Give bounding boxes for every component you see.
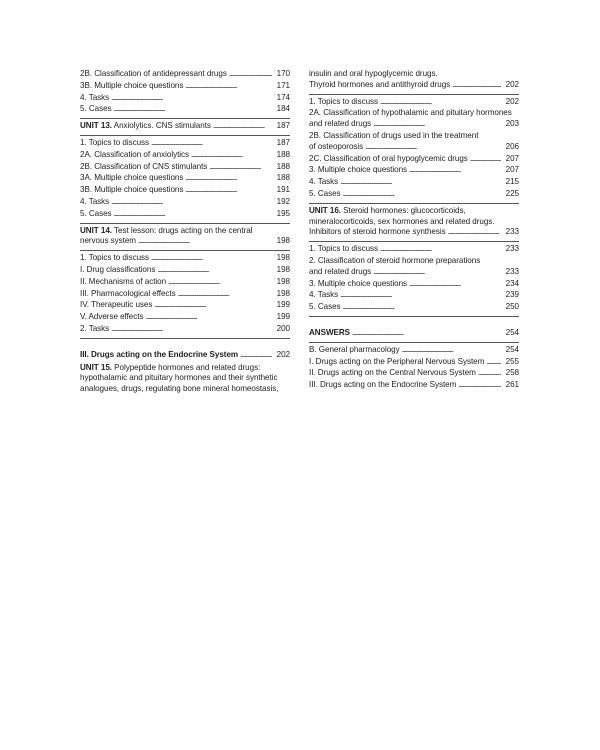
entry-title: V. Adverse effects [80,312,144,322]
toc-entry [309,165,519,177]
page-number: 202 [505,96,519,106]
toc-entry [309,279,519,291]
toc-group [80,69,290,116]
unit-label: UNIT 13. [80,121,112,131]
leader-dots [178,289,272,301]
entry-title: 1. Topics to discuss [309,96,379,106]
page-number: 206 [505,141,519,151]
toc-entry [80,69,290,81]
toc-entry [80,253,290,265]
entry-title: 3A. Multiple choice questions [80,173,184,183]
page-number: 199 [276,300,290,310]
leader-dots [111,197,272,209]
leader-dots [240,350,272,362]
toc-entry [80,324,290,336]
entry-title: II. Mechanisms of action [80,276,167,286]
entry-title: I. Drug classifications [80,264,156,274]
unit-title: Steroid hormones: glucocorticoids, [340,205,466,215]
leader-dots [448,227,501,239]
entry-title: I. Drugs acting on the Peripheral Nervous System [309,356,485,366]
entry-title: 3B. Multiple choice questions [80,185,184,195]
page-number: 198 [276,253,290,263]
unit-title: Polypeptide hormones and related drugs: [111,362,261,372]
entry-title: IV. Therapeutic uses [80,300,153,310]
leader-dots [486,357,501,369]
leader-dots [229,69,272,81]
page-number: 199 [276,312,290,322]
leader-dots [138,236,272,248]
unit-13-heading [80,121,290,133]
toc-entry [309,244,519,256]
toc-entry [309,97,519,109]
page-number: 234 [505,278,519,288]
unit-label: UNIT 15. [80,362,112,372]
unit-16-heading-line3 [309,227,519,239]
leader-dots [145,312,272,324]
toc-entry [80,265,290,277]
unit-14-heading-line1 [80,226,290,237]
page-number: 202 [276,349,290,359]
entry-title: 2C. Classification of oral hypoglycemic drugs [309,153,468,163]
page-number: 198 [276,264,290,274]
page-number: 184 [276,104,290,114]
page-number: 239 [505,290,519,300]
toc-entry [80,277,290,289]
leader-dots [209,162,272,174]
leader-dots [343,189,501,201]
unit-15-heading-line1 [80,363,290,374]
entry-title: 4. Tasks [309,177,339,187]
toc-entry [309,345,519,357]
toc-entry-wrap: 2A. Classification of hypothalamic and pituitary hormones [309,108,512,118]
toc-entry [80,197,290,209]
entry-title: 1. Topics to discuss [309,244,379,254]
divider [80,135,290,136]
leader-dots [191,150,272,162]
page-number: 203 [505,119,519,129]
toc-entry [80,138,290,150]
toc-right-column [309,69,519,392]
toc-entry [80,104,290,116]
leader-dots [151,138,272,150]
unit-16-heading-line2: mineralocorticoids, sex hormones and related drugs. [309,216,495,226]
unit-15-heading-line2: hypothalamic and pituitary hormones and their synthetic [80,373,278,383]
toc-entry [309,142,519,154]
leader-dots [380,97,501,109]
entry-title: and related drugs [309,119,372,129]
unit-16-heading-line1 [309,206,519,217]
divider [80,338,290,339]
unit-title-cont: nervous system [80,236,136,246]
page-number: 258 [505,368,519,378]
leader-dots [154,300,272,312]
toc-entry [309,177,519,189]
page-number: 191 [276,185,290,195]
page-number: 207 [505,165,519,175]
entry-title: 5. Cases [309,188,341,198]
unit-15-heading-line4: insulin and oral hypoglycemic drugs. [309,69,438,78]
toc-group [309,244,519,256]
section-title: III. Drugs acting on the Endocrine System [80,349,239,359]
page-number: 188 [276,161,290,171]
entry-title: III. Pharmacological effects [80,288,176,298]
toc-entry [309,189,519,201]
page-number: 198 [276,236,290,246]
page-number: 198 [276,276,290,286]
divider [309,241,519,242]
entry-title: 4. Tasks [80,92,110,102]
toc-entry [309,119,519,131]
page-number: 255 [505,356,519,366]
toc-entry [309,290,519,302]
entry-title: 5. Cases [80,104,112,114]
leader-dots [402,345,501,357]
toc-left-column [80,69,290,395]
entry-title: 2. Tasks [80,323,110,333]
leader-dots [470,154,501,166]
toc-entry [80,209,290,221]
unit-15-heading-line5 [309,80,519,92]
divider [80,223,290,224]
toc-entry [309,267,519,279]
toc-group [309,345,519,392]
leader-dots [458,380,501,392]
toc-entry [80,150,290,162]
toc-entry [80,173,290,185]
page-number: 202 [505,79,519,89]
leader-dots [373,119,501,131]
page-number: 192 [276,196,290,206]
page-number: 188 [276,173,290,183]
divider [80,250,290,251]
leader-dots [151,253,272,265]
entry-title: 1. Topics to discuss [80,253,150,263]
entry-title: 4. Tasks [80,196,110,206]
leader-dots [111,93,272,105]
toc-entry [80,81,290,93]
entry-title: 3. Multiple choice questions [309,165,408,175]
leader-dots [343,302,501,314]
leader-dots [213,121,272,133]
page-number: 250 [505,302,519,312]
entry-title: II. Drugs acting on the Central Nervous System [309,368,476,378]
page-number: 261 [505,380,519,390]
toc-entry [309,380,519,392]
leader-dots [478,368,501,380]
entry-title: 2B. Classification of antidepressant drugs [80,69,227,78]
toc-entry [309,302,519,314]
page-number: 187 [276,121,290,131]
unit-label: UNIT 16. [309,205,341,215]
toc-entry [309,154,519,166]
page-number: 200 [276,323,290,333]
toc-entry [309,357,519,369]
toc-group [309,97,519,109]
leader-dots [185,81,272,93]
divider [80,118,290,119]
leader-dots [352,328,501,340]
toc-entry [80,312,290,324]
page-number: 174 [276,92,290,102]
entry-title: 2B. Classification of CNS stimulants [80,161,208,171]
entry-title: III. Drugs acting on the Endocrine System [309,380,457,390]
leader-dots [365,142,501,154]
entry-title: 2A. Classification of anxiolytics [80,149,190,159]
toc-entry [80,289,290,301]
leader-dots [340,177,501,189]
divider [309,203,519,204]
unit-14-heading-line2 [80,236,290,248]
toc-entry [80,300,290,312]
leader-dots [373,267,501,279]
leader-dots [452,80,501,92]
leader-dots [185,173,272,185]
page-number: 188 [276,149,290,159]
unit-title-cont: Inhibitors of steroid hormone synthesis [309,227,446,237]
page-number: 254 [505,327,519,337]
unit-label: UNIT 14. [80,225,112,235]
page-number: 233 [505,244,519,254]
leader-dots [340,290,501,302]
entry-title: 5. Cases [80,208,112,218]
page-number: 233 [505,266,519,276]
entry-title: and related drugs [309,266,372,276]
leader-dots [168,277,272,289]
unit-title-cont: Thyroid hormones and antithyroid drugs [309,79,451,89]
divider [309,316,519,317]
toc-entry [80,185,290,197]
entry-title: 4. Tasks [309,290,339,300]
entry-title: 5. Cases [309,302,341,312]
page-number: 207 [505,153,519,163]
divider [309,342,519,343]
toc-group [80,253,290,336]
toc-entry [80,93,290,105]
unit-title: Anxiolytics. CNS stimulants [111,121,211,131]
page-number: 254 [505,344,519,354]
section-3-heading [80,350,290,362]
page-number: 195 [276,208,290,218]
divider [309,94,519,95]
entry-title: 3. Multiple choice questions [309,278,408,288]
leader-dots [409,165,501,177]
page-number: 198 [276,288,290,298]
page-number: 171 [276,80,290,90]
leader-dots [380,244,501,256]
answers-heading [309,328,519,340]
leader-dots [185,185,272,197]
toc-group [309,279,519,314]
leader-dots [114,209,272,221]
page-number: 187 [276,137,290,147]
entry-title: 3B. Multiple choice questions [80,80,184,90]
toc-entry [309,368,519,380]
page-number: 233 [505,227,519,237]
entry-title: of osteoporosis [309,141,364,151]
toc-entry [80,162,290,174]
toc-entry-wrap: 2. Classification of steroid hormone preparations [309,255,481,265]
leader-dots [409,279,501,291]
page-number: 215 [505,177,519,187]
toc-group [80,138,290,221]
toc-group [309,154,519,201]
leader-dots [157,265,272,277]
unit-title: Test lesson: drugs acting on the central [111,225,253,235]
toc-entry-wrap: 2B. Classification of drugs used in the treatment [309,130,479,140]
page-number: 225 [505,188,519,198]
leader-dots [114,104,272,116]
entry-title: B. General pharmacology [309,344,400,354]
section-title: ANSWERS [309,327,351,337]
entry-title: 1. Topics to discuss [80,137,150,147]
leader-dots [111,324,272,336]
page-number: 170 [276,69,290,78]
unit-15-heading-line3: analogues, drugs, regulating bone mineral homeostasis, [80,384,279,394]
